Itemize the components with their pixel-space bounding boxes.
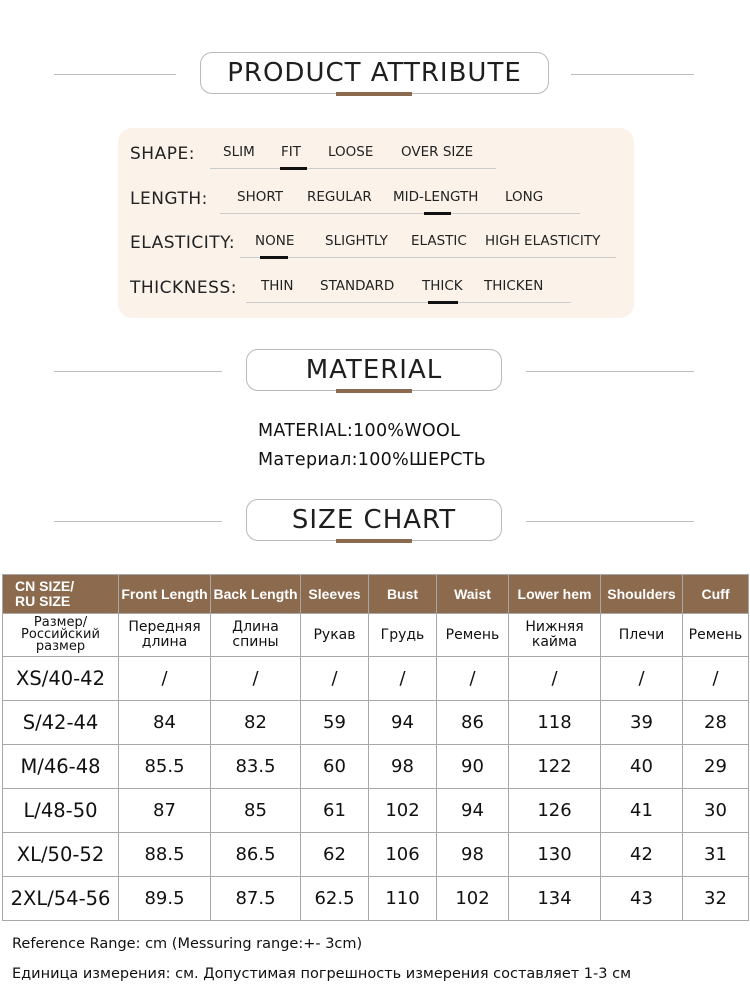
measure-cell: 86 [437,701,509,745]
measure-cell: 42 [601,833,683,877]
measure-cell: 94 [369,701,437,745]
attr-row-shape [118,140,634,170]
header-row-en [3,575,749,614]
attr-option: SLIGHTLY [325,233,388,249]
attr-option: STANDARD [320,278,395,294]
measure-cell: / [119,657,211,701]
material-header [0,349,750,399]
column-header-ru: Ремень [437,614,509,657]
row-underline [210,168,496,169]
measure-cell: 62 [301,833,369,877]
selected-marker [424,212,451,215]
title-accent-bar [336,389,412,393]
size-cell: S/42-44 [3,701,119,745]
table-row [3,833,749,877]
measure-cell: 59 [301,701,369,745]
attr-option: THIN [261,278,294,294]
attr-option-selected: NONE [255,233,295,249]
size-chart-table [2,574,749,921]
column-header: Front Length [119,575,211,614]
selected-marker [428,301,458,304]
measure-cell: 32 [683,877,749,921]
column-header: CN SIZE/ RU SIZE [3,575,119,614]
size-cell: L/48-50 [3,789,119,833]
attr-option: LOOSE [328,144,374,160]
size-cell: 2XL/54-56 [3,877,119,921]
measure-cell: 29 [683,745,749,789]
measure-cell: 60 [301,745,369,789]
measure-cell: / [301,657,369,701]
table-row [3,745,749,789]
measure-cell: 43 [601,877,683,921]
table-row [3,657,749,701]
attr-row-thickness [118,274,634,304]
measure-cell: / [369,657,437,701]
measure-cell: 134 [509,877,601,921]
measure-cell: 85 [211,789,301,833]
section-title: MATERIAL [246,349,502,391]
measure-cell: 86.5 [211,833,301,877]
measure-cell: 94 [437,789,509,833]
divider-left [54,521,222,522]
attr-option-selected: THICK [422,278,463,294]
measure-cell: 87.5 [211,877,301,921]
column-header-ru: Передняя длина [119,614,211,657]
reference-range-en: Reference Range: cm (Messuring range:+- 3cm) [12,936,363,952]
measure-cell: 102 [369,789,437,833]
measure-cell: 85.5 [119,745,211,789]
measure-cell: / [509,657,601,701]
material-en: MATERIAL:100%WOOL [258,421,461,441]
divider-left [54,74,176,75]
material-ru: Материал:100%ШЕРСТЬ [258,450,487,470]
attr-option: OVER SIZE [401,144,474,160]
measure-cell: 98 [437,833,509,877]
section-title: PRODUCT ATTRIBUTE [200,52,549,94]
attr-option: ELASTIC [411,233,467,249]
measure-cell: 31 [683,833,749,877]
divider-right [526,371,694,372]
column-header: Sleeves [301,575,369,614]
attr-label: SHAPE: [130,144,195,164]
measure-cell: 130 [509,833,601,877]
row-underline [246,302,571,303]
measure-cell: 83.5 [211,745,301,789]
divider-left [54,371,222,372]
measure-cell: / [211,657,301,701]
measure-cell: 98 [369,745,437,789]
column-header-ru: Грудь [369,614,437,657]
measure-cell: 122 [509,745,601,789]
size-cell: XL/50-52 [3,833,119,877]
column-header: Shoulders [601,575,683,614]
measure-cell: / [437,657,509,701]
column-header: Cuff [683,575,749,614]
table-row [3,877,749,921]
measure-cell: 102 [437,877,509,921]
measure-cell: 90 [437,745,509,789]
measure-cell: 87 [119,789,211,833]
attr-option: THICKEN [484,278,544,294]
selected-marker [280,167,307,170]
row-underline [220,213,580,214]
attr-option: SHORT [237,189,283,205]
measure-cell: 40 [601,745,683,789]
measure-cell: 82 [211,701,301,745]
attr-label: THICKNESS: [130,278,237,298]
section-title: SIZE CHART [246,499,502,541]
attr-option: LONG [505,189,544,205]
column-header: Lower hem [509,575,601,614]
divider-right [571,74,694,75]
column-header-ru: Ремень [683,614,749,657]
attr-option-selected: MID-LENGTH [393,189,479,205]
measure-cell: 39 [601,701,683,745]
title-accent-bar [336,92,412,96]
product-attribute-header [0,52,750,102]
measure-cell: 89.5 [119,877,211,921]
size-chart-header [0,499,750,549]
column-header: Bust [369,575,437,614]
attr-row-length [118,185,634,215]
column-header-ru: Плечи [601,614,683,657]
row-underline [240,257,616,258]
column-header-ru: Размер/ Российский размер [3,614,119,657]
measure-cell: 110 [369,877,437,921]
column-header: Back Length [211,575,301,614]
measure-cell: 106 [369,833,437,877]
column-header: Waist [437,575,509,614]
measure-cell: 118 [509,701,601,745]
attr-option-selected: FIT [281,144,301,160]
size-cell: M/46-48 [3,745,119,789]
measure-cell: 62.5 [301,877,369,921]
column-header-ru: Длина спины [211,614,301,657]
attribute-panel [118,128,634,318]
attr-option: REGULAR [307,189,372,205]
reference-range-ru: Единица измерения: см. Допустимая погрешность измерения составляет 1-3 см [12,966,632,982]
header-row-ru [3,614,749,657]
attr-label: LENGTH: [130,189,208,209]
table-row [3,701,749,745]
size-cell: XS/40-42 [3,657,119,701]
measure-cell: / [683,657,749,701]
measure-cell: 41 [601,789,683,833]
attr-row-elasticity [118,229,634,259]
measure-cell: 84 [119,701,211,745]
measure-cell: 30 [683,789,749,833]
measure-cell: 126 [509,789,601,833]
measure-cell: 61 [301,789,369,833]
column-header-ru: Рукав [301,614,369,657]
attr-option: HIGH ELASTICITY [485,233,601,249]
measure-cell: 88.5 [119,833,211,877]
table-row [3,789,749,833]
attr-option: SLIM [223,144,255,160]
column-header-ru: Нижняя кайма [509,614,601,657]
title-accent-bar [336,539,412,543]
selected-marker [260,256,288,259]
attr-label: ELASTICITY: [130,233,236,253]
divider-right [526,521,694,522]
measure-cell: 28 [683,701,749,745]
measure-cell: / [601,657,683,701]
